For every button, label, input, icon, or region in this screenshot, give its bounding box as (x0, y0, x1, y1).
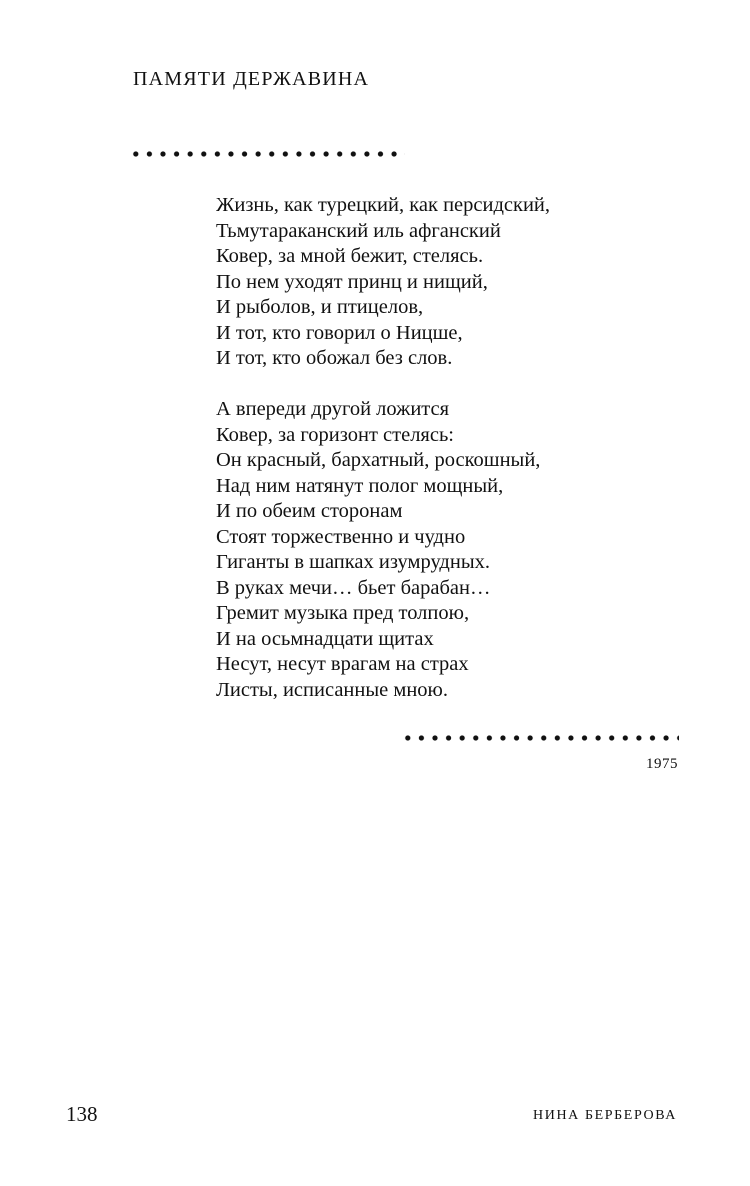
poem-line: Гремит музыка пред толпою, (216, 602, 470, 624)
poem-line: Гиганты в шапках изумрудных. (216, 551, 490, 573)
poem-line: По нем уходят принц и нищий, (216, 270, 488, 293)
poem-line: Стоят торжественно и чудно (216, 525, 466, 548)
dotted-separator-top (129, 149, 405, 159)
poem-line: Он красный, бархатный, роскошный, (216, 449, 541, 471)
poem-date: 1975 (646, 756, 678, 772)
poem-line: В руках мечи… бьет барабан… (216, 576, 491, 599)
poem-line: И по обеим сторонам (216, 500, 403, 522)
poem-line: Жизнь, как турецкий, как персидский, (216, 194, 551, 216)
poem-line: Ковер, за горизонт стелясь: (216, 423, 454, 446)
running-footer-author: НИНА БЕРБЕРОВА (533, 1108, 677, 1123)
poem-title: ПАМЯТИ ДЕРЖАВИНА (133, 68, 370, 90)
poem-line: И тот, кто обожал без слов. (216, 347, 453, 369)
poem-line: И на осьмнадцати щитах (216, 627, 434, 650)
poem-line: Тьмутараканский иль афганский (216, 219, 501, 242)
poem-body (216, 193, 550, 703)
poem-line: Несут, несут врагам на страх (216, 653, 469, 675)
dotted-separator-bottom (401, 733, 679, 743)
stanza-2 (216, 397, 550, 703)
poem-line: И тот, кто говорил о Ницше, (216, 321, 463, 344)
poem-line: А впереди другой ложится (216, 398, 450, 420)
poem-line: Листы, исписанные мною. (216, 678, 448, 701)
poem-line: И рыболов, и птицелов, (216, 296, 424, 318)
poem-line: Ковер, за мной бежит, стелясь. (216, 245, 484, 267)
page-number: 138 (66, 1102, 98, 1126)
stanza-1 (216, 193, 550, 372)
poem-line: Над ним натянут полог мощный, (216, 474, 504, 497)
